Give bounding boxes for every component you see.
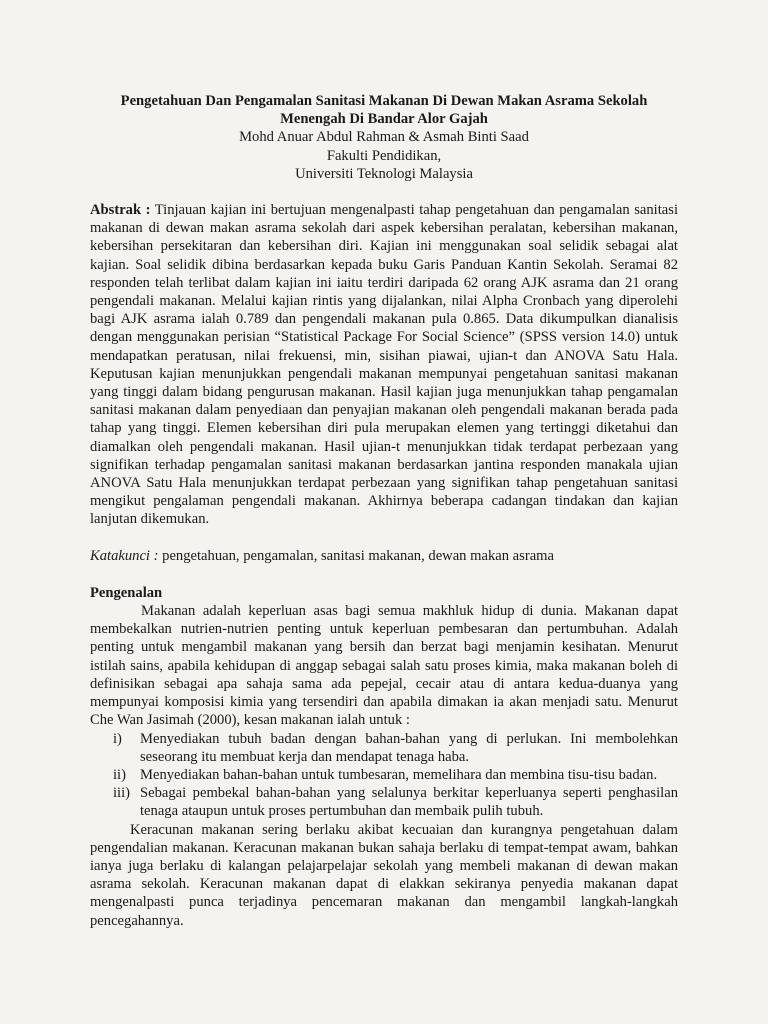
- paper-authors: Mohd Anuar Abdul Rahman & Asmah Binti Saad: [239, 129, 529, 146]
- intro-paragraph-1: Makanan adalah keperluan asas bagi semua makhluk hidup di dunia. Makanan dapat membekalkan nutrien-nutrien penting untuk keperluan pembesaran dan pertumbuhan. Adalah penting untuk mengambil makanan yang bersih dan berzat bagi menjamin kesihatan. Menurut istilah sains, apabila kehidupan di anggap sebagai salah satu proses kimia, maka makanan boleh di definisikan sebagai apa sahaja sama ada pepejal, cecair atau di antara kedua-duanya yang mempunyai komposisi kimia yang tersendiri dan apabila dimakan ia akan menjadi satu. Menurut Che Wan Jasimah (2000), kesan makanan ialah untuk :: [90, 603, 678, 729]
- keywords-label: Katakunci :: [90, 547, 159, 564]
- intro-paragraph-2: Keracunan makanan sering berlaku akibat kecuaian dan kurangnya pengetahuan dalam pengendalian makanan. Keracunan makanan bukan sahaja berlaku di tempat-tempat awam, bahkan ianya juga berlaku di kalangan pelajarpelajar sekolah yang membeli makanan di dewan makan asrama sekolah. Keracunan makanan dapat di elakkan sekiranya penyedia makanan dapat mengenalpasti punca terjadinya pencemaran makanan dan mengambil langkah-langkah pencegahannya.: [90, 821, 678, 929]
- section-heading-pengenalan: Pengenalan: [90, 584, 163, 601]
- paper-header: [90, 92, 678, 183]
- keywords-text: pengetahuan, pengamalan, sanitasi makanan, dewan makan asrama: [162, 547, 554, 564]
- list-item-number: iii): [113, 785, 131, 802]
- keywords-line: [90, 547, 678, 565]
- abstract-text: Tinjauan kajian ini bertujuan mengenalpasti tahap pengetahuan dan pengamalan sanitasi makanan di dewan makan asrama sekolah dari aspek kebersihan peralatan, kebersihan makanan, kebersihan persekitaran dan kebersihan diri. Kajian ini menggunakan soal selidik sebagai alat kajian. Soal selidik dibina berdasarkan kepada buku Garis Panduan Kantin Sekolah. Seramai 82 responden telah terlibat dalam kajian ini iaitu terdiri daripada 62 orang AJK asrama dan 21 orang pengendali makanan. Melalui kajian rintis yang dijalankan, nilai Alpha Cronbach yang diperolehi bagi AJK asrama ialah 0.789 dan pengendali makanan pula 0.865. Data dikumpulkan dianalisis dengan menggunakan perisian “Statistical Package For Social Science” (SPSS version 14.0) untuk mendapatkan peratusan, nilai frekuensi, min, sisihan piawai, ujian-t dan ANOVA Satu Hala. Keputusan kajian menunjukkan pengendali makanan mempunyai pengetahuan sanitasi makanan yang tinggi dalam bidang pengurusan makanan. Hasil kajian juga menunjukkan tahap pengamalan sanitasi makanan dalam penyediaan dan penyajian makanan oleh pengendali makanan berada pada tahap yang tinggi. Elemen kebersihan diri pula merupakan elemen yang tertinggi diketahui dan diamalkan oleh pengendali makanan. Hasil ujian-t menunjukkan tidak terdapat perbezaan yang signifikan terhadap pengamalan sanitasi makanan berdasarkan jantina responden manakala ujian ANOVA Satu Hala menunjukkan terdapat perbezaan yang signifikan tahap pengetahuan sanitasi mengikut pengalaman pengendali makanan. Akhirnya beberapa cadangan tindakan dan kajian lanjutan dikemukan.: [90, 202, 679, 528]
- abstract-paragraph: [90, 201, 678, 529]
- paper-title-line-1: Pengetahuan Dan Pengamalan Sanitasi Makanan Di Dewan Makan Asrama Sekolah: [120, 93, 648, 109]
- paper-university: Universiti Teknologi Malaysia: [295, 165, 473, 182]
- list-item-number: i): [113, 730, 122, 747]
- paper-faculty: Fakulti Pendidikan,: [326, 147, 442, 164]
- paper-title-line-2: Menengah Di Bandar Alor Gajah: [280, 111, 488, 128]
- list-item-text: Menyediakan bahan-bahan untuk tumbesaran, memelihara dan membina tisu-tisu badan.: [140, 766, 658, 783]
- list-item: [113, 730, 678, 766]
- list-item: [113, 766, 678, 784]
- list-item: [113, 784, 678, 820]
- list-item-text: Sebagai pembekal bahan-bahan yang selalunya berkitar keperluanya seperti penghasilan tenaga ataupun untuk proses pertumbuhan dan membaik pulih tubuh.: [140, 785, 678, 820]
- list-item-number: ii): [113, 766, 126, 783]
- intro-list: [90, 730, 678, 821]
- abstract-label: Abstrak :: [90, 202, 151, 219]
- list-item-text: Menyediakan tubuh badan dengan bahan-bahan yang di perlukan. Ini membolehkan seseorang itu membuat kerja dan mendapat tenaga haba.: [140, 730, 678, 765]
